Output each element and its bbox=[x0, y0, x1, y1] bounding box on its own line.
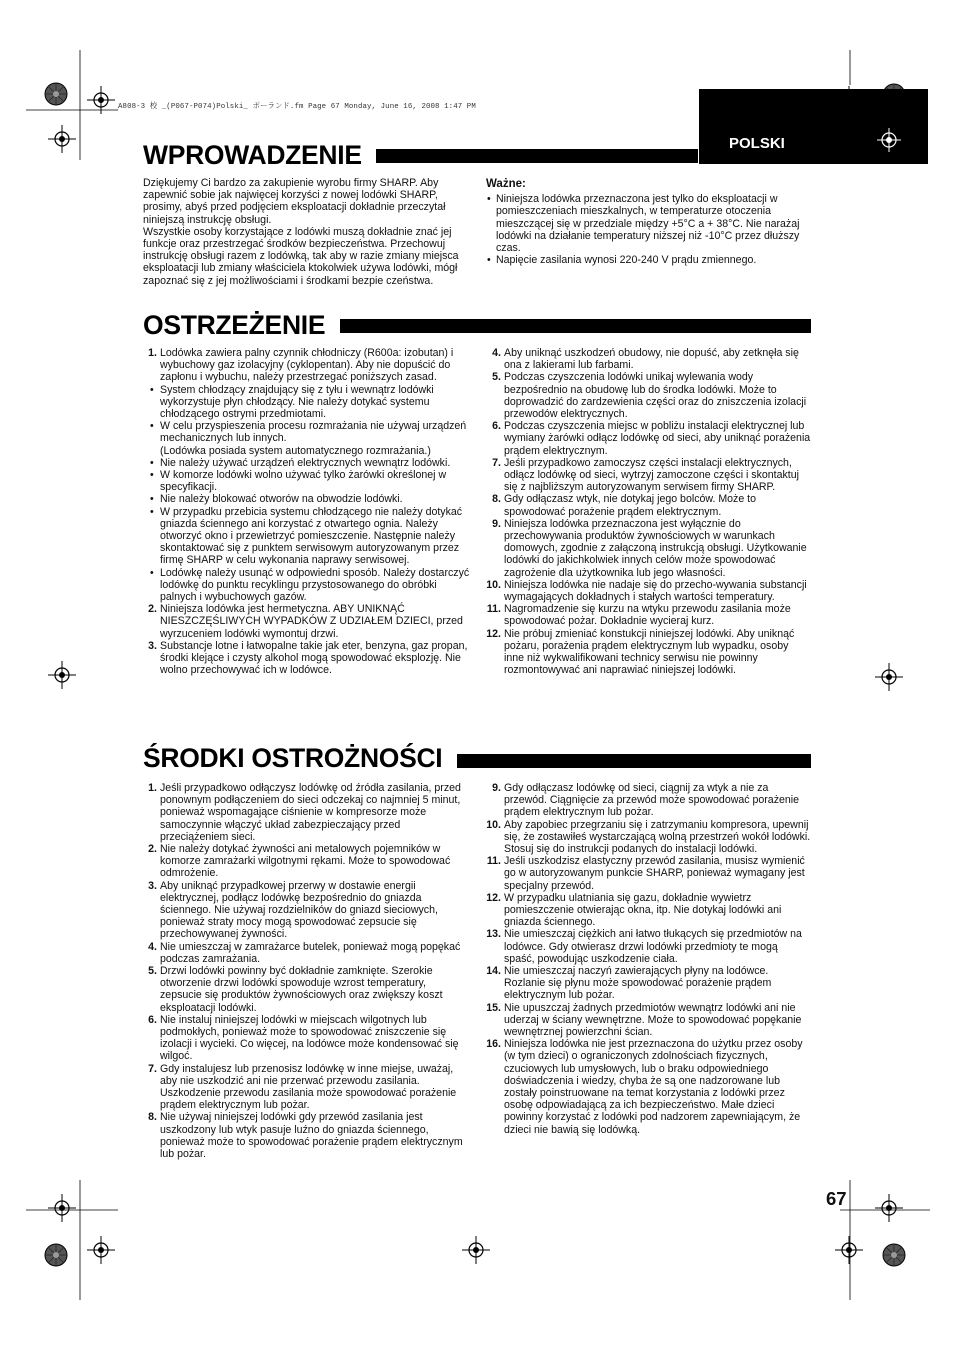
list-item bbox=[134, 347, 470, 384]
intro-paragraph: Wszystkie osoby korzystające z lodówki muszą dokładnie znać jej funkcje oraz przestrzegać środków bezpieczeństwa. Przechowuj instrukcję obsługi razem z lodówką, tak aby w razie zmiany miejsca eksploatacji lub zmiany właściciela ktokolwiek używa lodówki, mógł zapoznać się z jej możliwościami i środkami bezpie czeństwa. bbox=[143, 225, 459, 287]
item-text: Nie używaj niniejszej lodówki gdy przewód zasilania jest uszkodzony lub wtyk pasuje luźno do gniazda ściennego, ponieważ może to spowodować porażenie prądem elektrycznym lub pożar. bbox=[160, 1111, 463, 1161]
list-item bbox=[478, 371, 811, 420]
item-number: 14. bbox=[486, 965, 501, 978]
list-item bbox=[478, 493, 811, 517]
title-rule bbox=[340, 319, 811, 333]
list-item bbox=[134, 941, 470, 965]
tab-registration-icon bbox=[874, 125, 904, 155]
list-item bbox=[478, 420, 811, 457]
item-text: Nagromadzenie się kurzu na wtyku przewodu zasilania może spowodować pożar. Dokładnie wycieraj kurz. bbox=[504, 603, 791, 628]
item-number: 7. bbox=[492, 456, 501, 469]
list-item: • Napięcie zasilania wynosi 220-240 V prądu zmiennego. bbox=[486, 254, 811, 266]
item-number: 8. bbox=[492, 493, 501, 506]
item-number: 5. bbox=[492, 371, 501, 384]
list-item bbox=[478, 579, 811, 603]
title-rule bbox=[376, 149, 698, 163]
item-text: Aby zapobiec przegrzaniu się i zatrzymaniu kompresora, upewnij się, że zostawiłeś wystarczającą wolną przestrzeń wokół lodówki. Stosuj się do instrukcji podanych do instalacji lodówki. bbox=[504, 818, 811, 856]
precautions-left-column bbox=[134, 782, 470, 1160]
list-item bbox=[478, 892, 811, 929]
item-text: Niniejsza lodówka przeznaczona jest wyłącznie do przechowywania produktów żywnościowych w warunkach domowych, zgodnie z załączoną instrukcją obsługi. Użytkowanie lodówki do jakichkolwiek innych celów może spowodować zagrożenie dla użytkownika lub jego własności. bbox=[504, 517, 807, 579]
list-item bbox=[478, 1038, 811, 1136]
item-number: 4. bbox=[492, 347, 501, 359]
item-number: 3. bbox=[148, 879, 157, 892]
list-item bbox=[478, 603, 811, 627]
list-item: • W komorze lodówki wolno używać tylko żarówki określonej w specyfikacji. bbox=[134, 469, 470, 493]
list-item bbox=[134, 1063, 470, 1112]
item-number: 11. bbox=[486, 603, 501, 616]
intro-text bbox=[143, 177, 469, 287]
item-text: Gdy odłączasz wtyk, nie dotykaj jego bolców. Może to spowodować porażenie prądem elektrycznym. bbox=[504, 493, 757, 518]
item-number: 9. bbox=[492, 517, 501, 530]
list-item bbox=[134, 1014, 470, 1063]
list-item bbox=[134, 420, 470, 457]
item-number: 7. bbox=[148, 1062, 157, 1075]
list-item bbox=[134, 640, 470, 677]
list-item bbox=[134, 965, 470, 1014]
warning-right-column bbox=[478, 347, 811, 676]
item-number: 1. bbox=[148, 347, 157, 359]
item-number: 2. bbox=[148, 603, 157, 616]
item-text: Drzwi lodówki powinny być dokładnie zamknięte. Szerokie otworzenie drzwi lodówki spowoduje wzrost temperatury, zepsucie się produktów żywnościowych oraz zwiększy koszt eksploatacji lodówki. bbox=[160, 965, 443, 1014]
list-item bbox=[478, 855, 811, 892]
item-text: Nie instaluj niniejszej lodówki w miejscach wilgotnych lub podmokłych, ponieważ może to spowodować zniszczenie się izolacji i wycieki. Co więcej, na lodówce może kondensować się wilgoć. bbox=[160, 1013, 459, 1063]
list-item bbox=[134, 603, 470, 640]
section-title-wprowadzenie: WPROWADZENIE bbox=[143, 140, 362, 170]
item-number: 16. bbox=[486, 1038, 501, 1051]
item-text: Lodówka zawiera palny czynnik chłodniczy (R600a: izobutan) i wybuchowy gaz izolacyjny (cyklopentan). Aby nie dopuścić do zapłonu i wybuchu, należy przestrzegać poniższych zasad. bbox=[160, 347, 454, 384]
item-number: 9. bbox=[492, 782, 501, 794]
section-title-ostrzezenie: OSTRZEŻENIE bbox=[143, 310, 326, 340]
item-number: 10. bbox=[486, 818, 501, 831]
item-text: Jeśli uszkodzisz elastyczny przewód zasilania, musisz wymienić go w autoryzowanym punkcie SHARP, ponieważ wymagany jest specjalny przewód. bbox=[504, 855, 805, 892]
list-item bbox=[478, 347, 811, 371]
list-item: • Lodówkę należy usunąć w odpowiedni sposób. Należy dostarczyć lodówkę do punktu recyklingu przystosowanego do obróbki palnych i wybuchowych gazów. bbox=[134, 567, 470, 604]
item-number: 15. bbox=[486, 1001, 501, 1014]
list-item: • Nie należy blokować otworów na obwodzie lodówki. bbox=[134, 493, 470, 505]
list-item bbox=[478, 782, 811, 819]
list-item bbox=[134, 843, 470, 880]
list-item: • W przypadku przebicia systemu chłodzącego nie należy dotykać gniazda ściennego ani korzystać z otwartego ognia. Należy otworzyć okno i przewietrzyć pomieszczenie. Następnie należy skontaktować się z punktem serwisowym autoryzowanym przez firmę SHARP w celu wykonania naprawy serwisowej. bbox=[134, 506, 470, 567]
item-text: Podczas czyszczenia lodówki unikaj wylewania wody bezpośrednio na obudowę lub do środka lodówki. Może to doprowadzić do zardzewienia części oraz do zniszczenia izolacji przewodów elektrycznych. bbox=[504, 371, 807, 421]
item-number: 12. bbox=[486, 627, 501, 640]
item-text: Jeśli przypadkowo odłączysz lodówkę od źródła zasilania, przed ponownym podłączeniem do sieci odczekaj co najmniej 5 minut, ponieważ wspomagające ciśnienie w kompresorze może samoczynnie włączyć układ zabezpieczający przed przeciążeniem sieci. bbox=[160, 782, 461, 843]
page-number: 67 bbox=[826, 1188, 847, 1209]
item-number: 12. bbox=[486, 891, 501, 904]
item-text: Jeśli przypadkowo zamoczysz części instalacji elektrycznych, odłącz lodówkę od sieci, wytrzyj zamoczone części i skontaktuj się z najbliższym autoryzowanym serwisem firmy SHARP. bbox=[504, 456, 799, 494]
list-item bbox=[478, 928, 811, 965]
item-text: Aby uniknąć przypadkowej przerwy w dostawie energii elektrycznej, podłącz lodówkę bezpośrednio do gniazda ściennego. Nie używaj rozdzielników do gniazd sieciowych, ponieważ straty mocy mogą spowodować zepsucie się przechowywanej żywności. bbox=[160, 879, 438, 941]
item-text: Substancje lotne i łatwopalne takie jak eter, benzyna, gaz propan, środki klejące i czysty alkohol mogą spowodować eksplozję. Nie wolno przechowywać ich w lodówce. bbox=[160, 639, 468, 677]
list-item bbox=[478, 457, 811, 494]
item-number: 13. bbox=[486, 928, 501, 941]
warning-left-column bbox=[134, 347, 470, 676]
precautions-right-column bbox=[478, 782, 811, 1136]
list-item bbox=[478, 518, 811, 579]
language-tab-label: POLSKI bbox=[729, 135, 785, 152]
list-item: • Niniejsza lodówka przeznaczona jest tylko do eksploatacji w pomieszczeniach mieszkalnych, w temperaturze otoczenia mieszczącej się w przedziale między +5°C a + 38°C. Nie narażaj lodówki na działanie temperatury niższej niż -10°C przez dłuższy czas. bbox=[486, 193, 811, 254]
list-item bbox=[134, 880, 470, 941]
item-number: 4. bbox=[148, 940, 157, 953]
item-text: Niniejsza lodówka nie nadaje się do przecho-wywania substancji wymagających dokładnych i stałych wartości temperatury. bbox=[504, 578, 807, 604]
item-text: Gdy instalujesz lub przenosisz lodówkę w inne miejse, uważaj, aby nie uszkodzić ani nie przerwać przewodu zasilania. Uszkodzenie przewodu zasilania może spowodować porażenie prądem elektrycznym lub pożar. bbox=[160, 1062, 457, 1112]
item-text: Nie upuszczaj żadnych przedmiotów wewnątrz lodówki ani nie uderzaj w ściany wewnętrzne. Może to spowodować popękanie wewnętrznej powierzchni ścian. bbox=[504, 1001, 802, 1039]
print-file-info: A808-3 校 _(P067-P074)Polski_ ポーランド.fm Page 67 Monday, June 16, 2008 1:47 PM bbox=[118, 103, 476, 111]
list-item bbox=[134, 782, 470, 843]
item-text: Nie umieszczaj naczyń zawierających płyny na lodówce. Rozlanie się płynu może spowodować porażenie prądem elektrycznym lub pożar. bbox=[504, 965, 772, 1002]
list-item: • Nie należy używać urządzeń elektrycznych wewnątrz lodówki. bbox=[134, 457, 470, 469]
item-text: Niniejsza lodówka nie jest przeznaczona do użytku przez osoby (w tym dzieci) o ograniczonych zdolnościach fizycznych, czuciowych lub umysłowych, lub o braku odpowiedniego doświadczenia i wiedzy, chyba że są one nadzorowane lub zostały poinstruowane na temat korzystania z lodówki przez osobę odpowiadającą za ich bezpieczeństwo. Małe dzieci powinny korzystać z lodówki pod nadzorem zapewniającym, że dzieci nie bawią się lodówką. bbox=[504, 1038, 803, 1136]
intro-paragraph: Dziękujemy Ci bardzo za zakupienie wyrobu firmy SHARP. Aby zapewnić sobie jak najwięcej korzyści z nowej lodówki SHARP, prosimy, abyś przed podjęciem eksploatacji dokładnie przeczytał niniejszą instrukcję obsługi. bbox=[143, 177, 446, 226]
item-text: Nie należy dotykać żywności ani metalowych pojemników w komorze zamrażarki wilgotnymi rękami. Może to spowodować odmrożenie. bbox=[160, 843, 451, 880]
item-number: 5. bbox=[148, 965, 157, 978]
list-item bbox=[478, 1002, 811, 1039]
item-text: Niniejsza lodówka jest hermetyczna. ABY UNIKNĄĆ NIESZCZĘŚLIWYCH WYPADKÓW Z UDZIAŁEM DZIECI, przed wyrzuceniem lodówki wymontuj drzwi. bbox=[160, 603, 463, 640]
section-title-srodki-ostroznosci: ŚRODKI OSTROŻNOŚCI bbox=[143, 743, 443, 773]
item-number: 6. bbox=[148, 1013, 157, 1026]
title-rule bbox=[457, 754, 811, 768]
item-number: 6. bbox=[492, 420, 501, 433]
list-item bbox=[478, 965, 811, 1002]
item-note: (Lodówka posiada system automatycznego rozmrażania.) bbox=[160, 444, 431, 457]
item-number: 10. bbox=[486, 578, 501, 591]
important-box bbox=[486, 178, 811, 266]
item-text: Nie umieszczaj ciężkich ani łatwo tłukących się przedmiotów na lodówce. Gdy otwierasz drzwi lodówki przedmioty te mogą spaść, powodując uszkodzenie ciała. bbox=[504, 928, 802, 965]
item-number: 8. bbox=[148, 1111, 157, 1124]
item-text: Podczas czyszczenia miejsc w pobliżu instalacji elektrycznej lub wymiany żarówki odłącz lodówkę od sieci, aby uniknąć porażenia prądem elektrycznym. bbox=[504, 420, 811, 457]
item-number: 3. bbox=[148, 639, 157, 652]
item-text: W celu przyspieszenia procesu rozmrażania nie używaj urządzeń mechanicznych lub innych. bbox=[160, 420, 467, 445]
list-item bbox=[478, 819, 811, 856]
list-item bbox=[478, 628, 811, 677]
item-number: 11. bbox=[486, 855, 501, 868]
item-number: 2. bbox=[148, 843, 157, 856]
important-label: Ważne: bbox=[486, 178, 526, 190]
list-item bbox=[134, 1111, 470, 1160]
item-text: Gdy odłączasz lodówkę od sieci, ciągnij za wtyk a nie za przewód. Ciągnięcie za przewód może spowodować porażenie prądem elektrycznym lub pożar. bbox=[504, 782, 800, 819]
item-text: Nie próbuj zmieniać konstukcji niniejszej lodówki. Aby uniknąć pożaru, porażenia prądem elektrycznym lub wypadku, osoby inne niż wykwalifikowani technicy serwisu nie powinny rozmontowywać ani naprawiać niniejszej lodówki. bbox=[504, 627, 795, 677]
item-text: W przypadku ulatniania się gazu, dokładnie wywietrz pomieszczenie otwierając okna, itp. Nie dotykaj lodówki ani gniazda ściennego. bbox=[504, 891, 782, 929]
item-number: 1. bbox=[148, 782, 157, 794]
item-text: Nie umieszczaj w zamrażarce butelek, ponieważ mogą popękać podczas zamrażania. bbox=[160, 940, 461, 965]
item-text: Aby uniknąć uszkodzeń obudowy, nie dopuść, aby zetknęła się ona z lakierami lub farbami. bbox=[504, 347, 799, 372]
list-item: • System chłodzący znajdujący się z tyłu i wewnątrz lodówki wykorzystuje płyn chłodzący. Nie należy dotykać systemu chłodzącego ostrymi przedmiotami. bbox=[134, 384, 470, 421]
